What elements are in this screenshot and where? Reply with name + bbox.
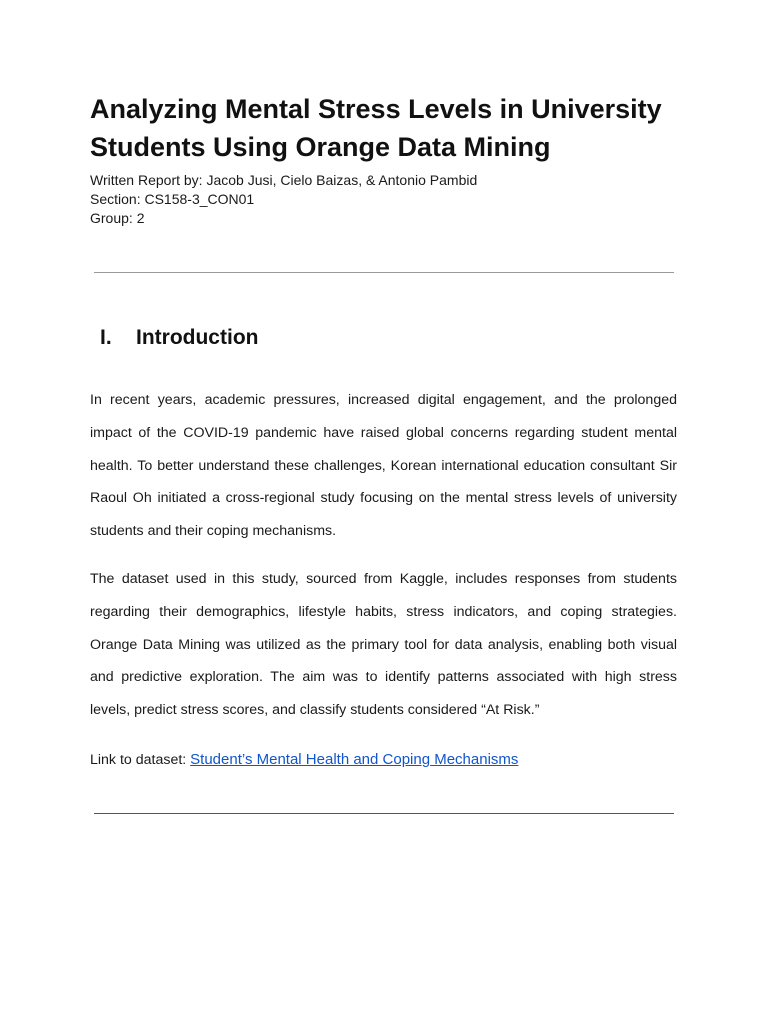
document-title: Analyzing Mental Stress Levels in University Students Using Orange Data Mining xyxy=(90,94,662,162)
top-divider xyxy=(94,272,674,273)
dataset-link[interactable]: Student’s Mental Health and Coping Mechanisms xyxy=(190,751,519,768)
intro-paragraph-2: The dataset used in this study, sourced from Kaggle, includes responses from students regarding their demographics, lifestyle habits, stress indicators, and coping strategies. Orange Data Mining was utilized as the primary tool for data analysis, enabling both visual and predictive exploration. The aim was to identify patterns associated with high stress levels, predict stress scores, and classify students considered “At Risk.” xyxy=(90,571,677,719)
group-line: Group: 2 xyxy=(90,210,145,226)
document-meta xyxy=(90,171,477,228)
section-heading xyxy=(100,326,258,350)
intro-paragraph-1: In recent years, academic pressures, increased digital engagement, and the prolonged impact of the COVID-19 pandemic have raised global concerns regarding student mental health. To better understand these challenges, Korean international education consultant Sir Raoul Oh initiated a cross-regional study focusing on the mental stress levels of university students and their coping mechanisms. xyxy=(90,392,677,540)
authors-line: Written Report by: Jacob Jusi, Cielo Baizas, & Antonio Pambid xyxy=(90,172,478,188)
section-line: Section: CS158-3_CON01 xyxy=(90,191,255,207)
bottom-divider xyxy=(94,813,674,814)
section-number: I. xyxy=(100,326,112,349)
dataset-link-line xyxy=(90,750,518,770)
section-title: Introduction xyxy=(136,326,259,349)
dataset-link-label: Link to dataset: xyxy=(90,752,191,768)
